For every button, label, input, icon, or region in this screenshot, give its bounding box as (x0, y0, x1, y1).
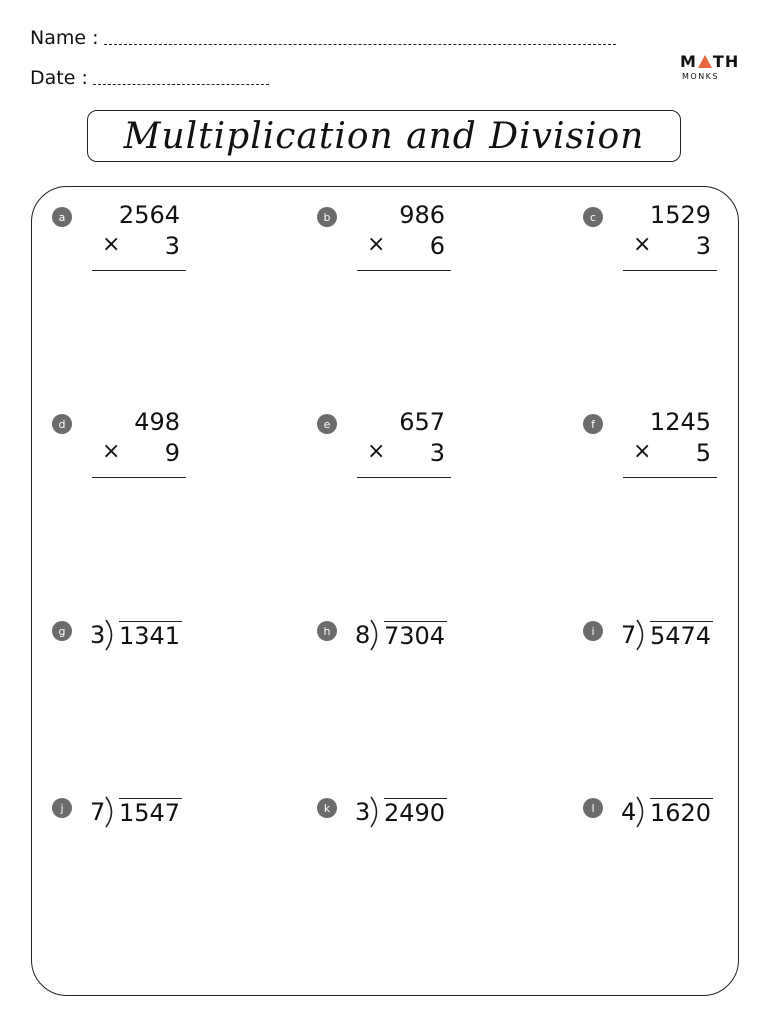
problem-g[interactable] (90, 619, 200, 655)
problem-badge-i: i (583, 621, 603, 641)
dividend: 2490 (384, 799, 446, 827)
multiplicand: 2564 (118, 201, 180, 229)
times-sign: × (633, 439, 652, 464)
divisor: 4 (621, 798, 637, 826)
problem-badge-d: d (52, 414, 72, 434)
dividend: 1341 (119, 622, 181, 650)
multiplier: 5 (695, 439, 711, 467)
multiplier: 9 (164, 439, 180, 467)
divisor: 7 (90, 798, 106, 826)
problem-l[interactable] (621, 796, 731, 832)
times-sign: × (367, 439, 386, 464)
multiplier: 3 (695, 232, 711, 260)
logo-text-right: TH (712, 52, 740, 71)
problem-badge-a: a (52, 207, 72, 227)
logo-subtext: MONKS (682, 72, 720, 81)
problem-k[interactable] (355, 796, 465, 832)
times-sign: × (367, 232, 386, 257)
division-bracket-icon (635, 796, 649, 828)
answer-line[interactable] (357, 270, 451, 271)
divisor: 7 (621, 621, 637, 649)
problem-badge-k: k (317, 798, 337, 818)
worksheet-title: Multiplication and Division (87, 110, 681, 162)
logo-text-left: M (680, 52, 697, 71)
answer-line[interactable] (623, 477, 717, 478)
division-bracket-icon (104, 796, 118, 828)
problem-h[interactable] (355, 619, 465, 655)
times-sign: × (102, 439, 121, 464)
division-bracket-icon (369, 796, 383, 828)
problem-badge-f: f (583, 414, 603, 434)
date-field[interactable] (93, 84, 269, 85)
times-sign: × (102, 232, 121, 257)
problem-badge-b: b (317, 207, 337, 227)
name-label: Name : (30, 27, 99, 49)
divisor: 3 (90, 621, 106, 649)
multiplier: 3 (429, 439, 445, 467)
problems-panel (31, 186, 739, 996)
problem-j[interactable] (90, 796, 200, 832)
multiplicand: 498 (134, 408, 180, 436)
division-bracket-icon (104, 619, 118, 651)
answer-line[interactable] (357, 477, 451, 478)
divisor: 8 (355, 621, 371, 649)
division-bracket-icon (635, 619, 649, 651)
math-monks-logo (680, 54, 742, 81)
dividend: 7304 (384, 622, 446, 650)
date-label: Date : (30, 67, 88, 89)
multiplicand: 657 (399, 408, 445, 436)
dividend: 1547 (119, 799, 181, 827)
dividend: 1620 (650, 799, 712, 827)
division-bracket-icon (369, 619, 383, 651)
answer-line[interactable] (92, 270, 186, 271)
multiplicand: 986 (399, 201, 445, 229)
problem-badge-h: h (317, 621, 337, 641)
dividend: 5474 (650, 622, 712, 650)
divisor: 3 (355, 798, 371, 826)
multiplicand: 1245 (649, 408, 711, 436)
multiplicand: 1529 (649, 201, 711, 229)
problem-i[interactable] (621, 619, 731, 655)
problem-badge-j: j (52, 798, 72, 818)
problem-badge-l: l (583, 798, 603, 818)
multiplier: 6 (429, 232, 445, 260)
multiplier: 3 (164, 232, 180, 260)
problem-badge-g: g (52, 621, 72, 641)
answer-line[interactable] (623, 270, 717, 271)
problem-badge-c: c (583, 207, 603, 227)
answer-line[interactable] (92, 477, 186, 478)
logo-triangle-icon (698, 55, 712, 68)
problem-badge-e: e (317, 414, 337, 434)
name-field[interactable] (104, 44, 616, 45)
times-sign: × (633, 232, 652, 257)
